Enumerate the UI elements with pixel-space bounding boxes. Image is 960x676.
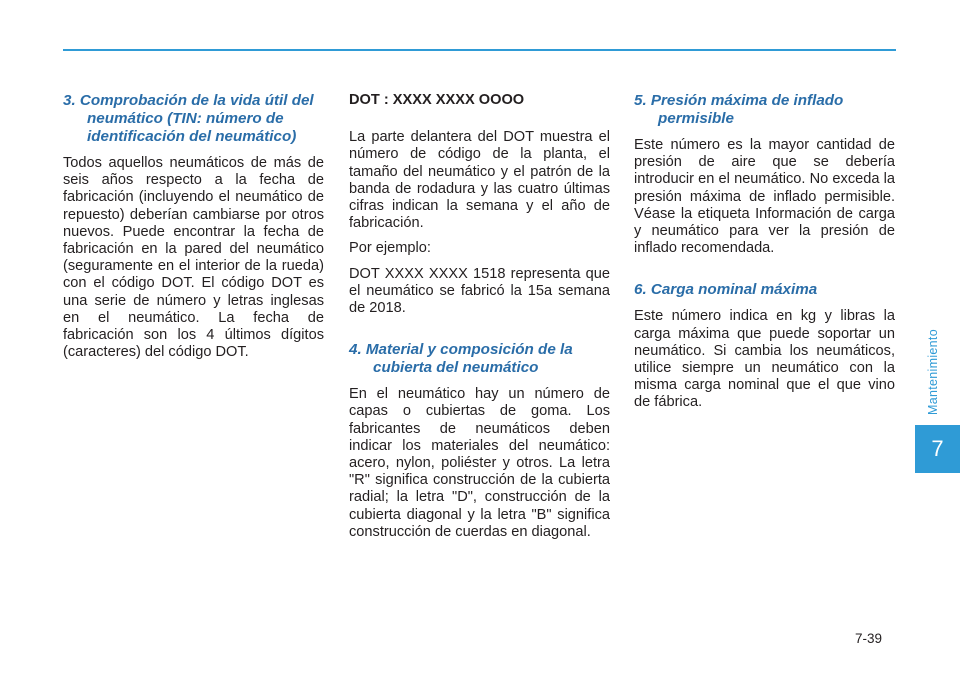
paragraph-example-label: Por ejemplo: xyxy=(349,240,431,257)
paragraph-max-pressure: Este número es la mayor cantidad de presión de aire que se debería introducir en el neumático. No exceda la presión máxima de inflado permisible. Véase la etiqueta Información de carga y neumático para ver la presión de inflado recomendada. xyxy=(634,137,895,257)
column-3 xyxy=(634,92,895,420)
chapter-number: 7 xyxy=(931,436,944,461)
section-label-text: Mantenimiento xyxy=(926,329,940,415)
header-rule xyxy=(63,49,896,51)
paragraph-max-load: Este número indica en kg y libras la carga máxima que puede soportar un neumático. Si cambia los neumáticos, utilice siempre un neumático con la misma carga nominal que el que vino de fábrica. xyxy=(634,308,895,411)
section-side-label xyxy=(926,322,940,422)
column-2 xyxy=(349,92,610,549)
paragraph-dot-description: La parte delantera del DOT muestra el número de código de la planta, el tamaño del neumático y el patrón de la banda de rodadura y las cuatro últimas cifras indican la semana y el año de fabricación. xyxy=(349,129,610,232)
paragraph-tin: Todos aquellos neumáticos de más de seis años respecto a la fecha de fabricación (incluyendo el neumático de repuesto) deberían cambiarse por otros nuevos. Puede encontrar la fecha de fabricación en la pared del neumático (seguramente en el interior de la rueda) con el código DOT. El código DOT es una serie de número y letras inglesas en el neumático. La fecha de fabricación son los 4 últimos dígitos (caracteres) del código DOT. xyxy=(63,155,324,361)
section-heading-tin: 3. Comprobación de la vida útil del neumático (TIN: número de identificación del neumático) xyxy=(63,92,314,145)
paragraph-example: DOT XXXX XXXX 1518 representa que el neumático se fabricó la 15a semana de 2018. xyxy=(349,265,610,317)
page-number: 7-39 xyxy=(855,631,883,646)
paragraph-material: En el neumático hay un número de capas o cubiertas de goma. Los fabricantes de neumáticos deben indicar los materiales del neumático: acero, nylon, poliéster y otros. La letra "R" significa construcción de la cubierta radial; la letra "D", construcción de la cubierta diagonal y la letra "B" significa construcción de cuerdas en diagonal. xyxy=(349,386,610,540)
column-1 xyxy=(63,92,324,369)
dot-code-format: DOT : XXXX XXXX OOOO xyxy=(349,92,525,108)
section-heading-material: 4. Material y composición de la cubierta del neumático xyxy=(349,341,573,377)
chapter-tab xyxy=(915,425,960,473)
section-heading-max-load: 6. Carga nominal máxima xyxy=(634,281,818,299)
section-heading-max-pressure: 5. Presión máxima de inflado permisible xyxy=(634,92,844,127)
